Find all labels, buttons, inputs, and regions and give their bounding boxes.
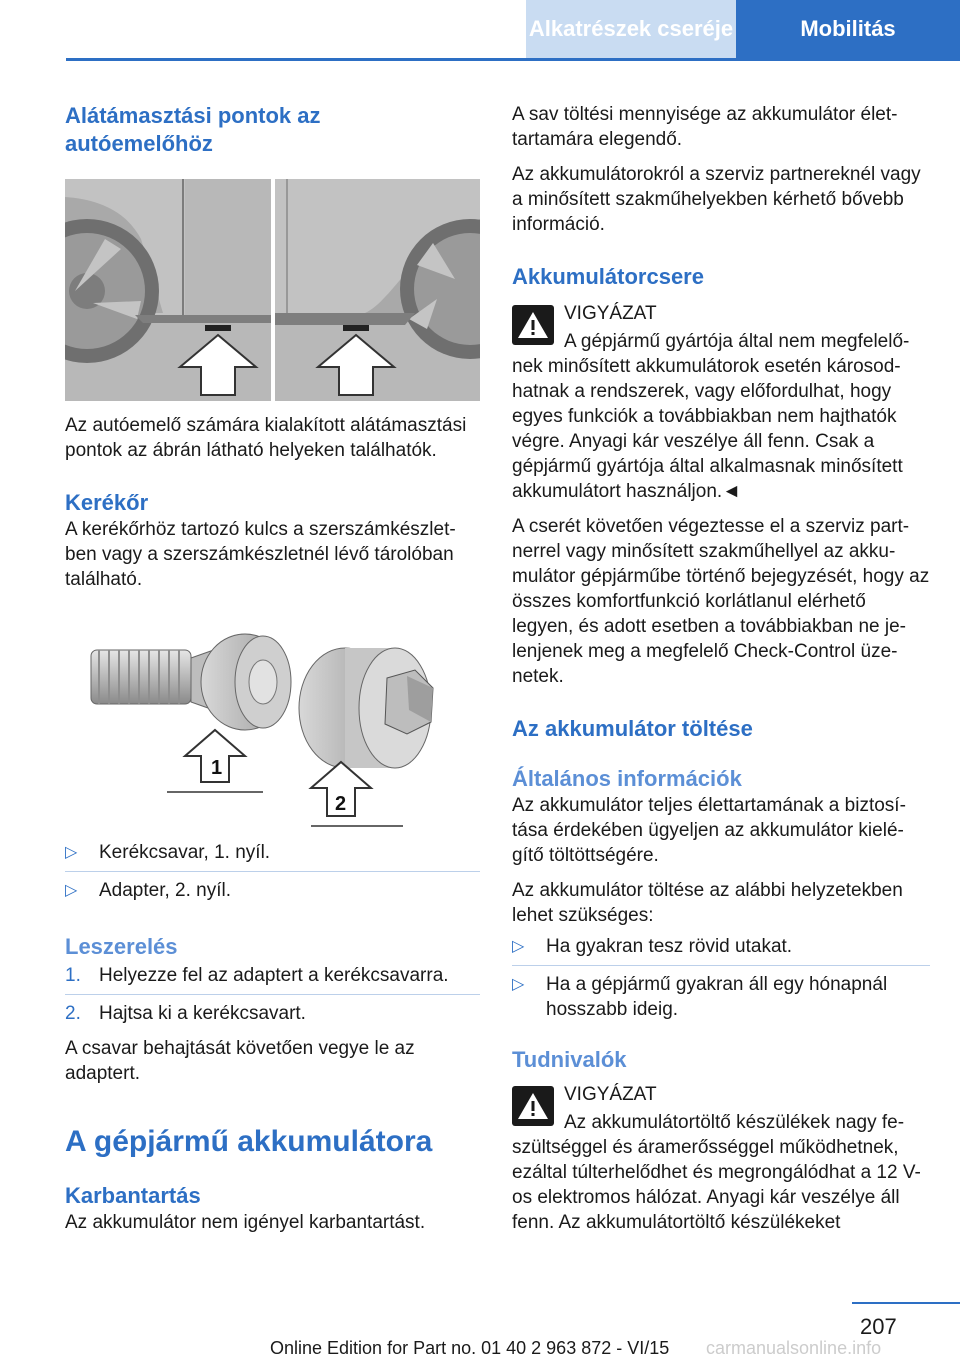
arrow-1-label: 1: [211, 757, 223, 779]
list-divider: [512, 965, 930, 966]
jack-points-text: Az autóemelő számára kialakított alátámasztási pontok az ábrán látható helyeken találhatók.: [65, 415, 467, 461]
page-number: 207: [860, 1314, 897, 1339]
heading-wheel-lock: Kerékőr: [65, 490, 149, 515]
chapter-tab: Mobilitás: [736, 0, 960, 58]
triangle-bullet-icon: ▷: [512, 976, 525, 993]
heading-maintenance: Karbantartás: [65, 1183, 201, 1208]
warning-box-replacement: [512, 301, 930, 504]
heading-notes: Tudnivalók: [512, 1047, 627, 1072]
warning-text: Az akkumulátortöltő készülékek nagy fe-szültséggel és áramerősséggel működhetnek, ezáltal túlterhelődhet és megrongálódhat a 12 V-os elektromos hálózat. Anyagi kár veszélye áll fenn. Az akkumulátortöltő készülékeket: [512, 1112, 921, 1233]
jack-panel-rear: [275, 179, 480, 401]
info-text: Az akkumulátorokról a szerviz partnereknél vagy a minősített szakműhelyekben kérhető bővebb információ.: [512, 164, 921, 235]
footer-rule: [852, 1302, 960, 1304]
triangle-bullet-icon: ▷: [512, 938, 525, 955]
replacement-text: A cserét követően végeztesse el a szerviz part-nerrel vagy minősített szakműhellyel az akku-mulátor gépjárműbe történő bejegyzését, hogy az összes komfortfunkció korlátlanul elérhető legyen, és adott esetben a továbbiakban ne je-lenjenek meg a megfelelő Check-Control üze-netek.: [512, 516, 930, 687]
triangle-bullet-icon: ▷: [65, 882, 78, 899]
warning-title: VIGYÁZAT: [564, 303, 657, 324]
parts-list: [65, 840, 480, 903]
page-header: [66, 0, 960, 62]
arrow-1: [167, 730, 263, 792]
maintenance-text: Az akkumulátor nem igényel karbantartást.: [65, 1212, 426, 1233]
list-item: ▷ Adapter, 2. nyíl.: [65, 880, 232, 901]
wheel-lock-adapter: [299, 648, 433, 768]
wheel-lock-text: A kerékőrhöz tartozó kulcs a szerszámkészlet-ben vagy a szerszámkészletnél lévő tárolóban található.: [65, 519, 456, 590]
section-tab: Alkatrészek cseréje: [526, 0, 736, 58]
acid-text: A sav töltési mennyisége az akkumulátor élet-tartamára elegendő.: [512, 104, 898, 150]
arrow-2: [311, 762, 403, 826]
charging-situations-text: Az akkumulátor töltése az alábbi helyzetekben lehet szükséges:: [512, 880, 903, 926]
warning-title: VIGYÁZAT: [564, 1084, 657, 1105]
removal-text: A csavar behajtását követően vegye le az adaptert.: [65, 1038, 415, 1084]
heading-removal: Leszerelés: [65, 934, 178, 959]
jack-points-figure: [65, 179, 480, 401]
warning-triangle-icon: [512, 305, 554, 345]
wheel-lock-figure: [65, 630, 480, 830]
list-item: ▷ Ha a gépjármű gyakran áll egy hónapnál hosszabb ideig.: [512, 974, 888, 1020]
warning-box-charger: [512, 1082, 930, 1235]
list-divider: [65, 994, 480, 995]
heading-vehicle-battery: A gépjármű akkumulátora: [65, 1125, 433, 1158]
header-rule: [66, 58, 960, 61]
wheel-bolt: [91, 634, 291, 730]
warning-text: A gépjármű gyártója által nem megfelelő-nek minősített akkumulátorok esetén károsod-hatnak a rendszerek, vagy előfordulhat, hogy egyes funkciók a továbbiakban nem hajthatók végre. Anyagi kár veszélye áll fenn. Csak a gépjármű gyártója által alkalmasnak minősített akkumulátort használjon.◄: [512, 331, 910, 502]
list-item: ▷ Ha gyakran tesz rövid utakat.: [512, 936, 793, 957]
right-column: [512, 102, 930, 1235]
heading-battery-replacement: Akkumulátorcsere: [512, 264, 704, 289]
watermark: carmanualsonline.info: [706, 1338, 882, 1358]
charging-list: [512, 934, 930, 1022]
list-item: 2. Hajtsa ki a kerékcsavart.: [65, 1003, 306, 1024]
warning-triangle-icon: [512, 1086, 554, 1126]
edition-text: Online Edition for Part no. 01 40 2 963 872 - VI/15: [270, 1338, 670, 1358]
charging-info-text: Az akkumulátor teljes élettartamának a biztosí-tása érdekében ügyeljen az akkumulátor kielé-gítő töltöttségére.: [512, 795, 906, 866]
heading-battery-charging: Az akkumulátor töltése: [512, 716, 753, 741]
removal-steps: [65, 963, 480, 1026]
left-column: [65, 102, 480, 1235]
arrow-2-label: 2: [335, 793, 347, 815]
list-item: 1. Helyezze fel az adaptert a kerékcsavarra.: [65, 965, 449, 986]
triangle-bullet-icon: ▷: [65, 844, 78, 861]
heading-general-info: Általános információk: [512, 766, 742, 791]
jack-panel-front: [65, 179, 271, 401]
heading-jack-points: Alátámasztási pontok az autóemelőhöz: [65, 103, 321, 156]
list-divider: [65, 871, 480, 872]
list-item: ▷ Kerékcsavar, 1. nyíl.: [65, 842, 271, 863]
